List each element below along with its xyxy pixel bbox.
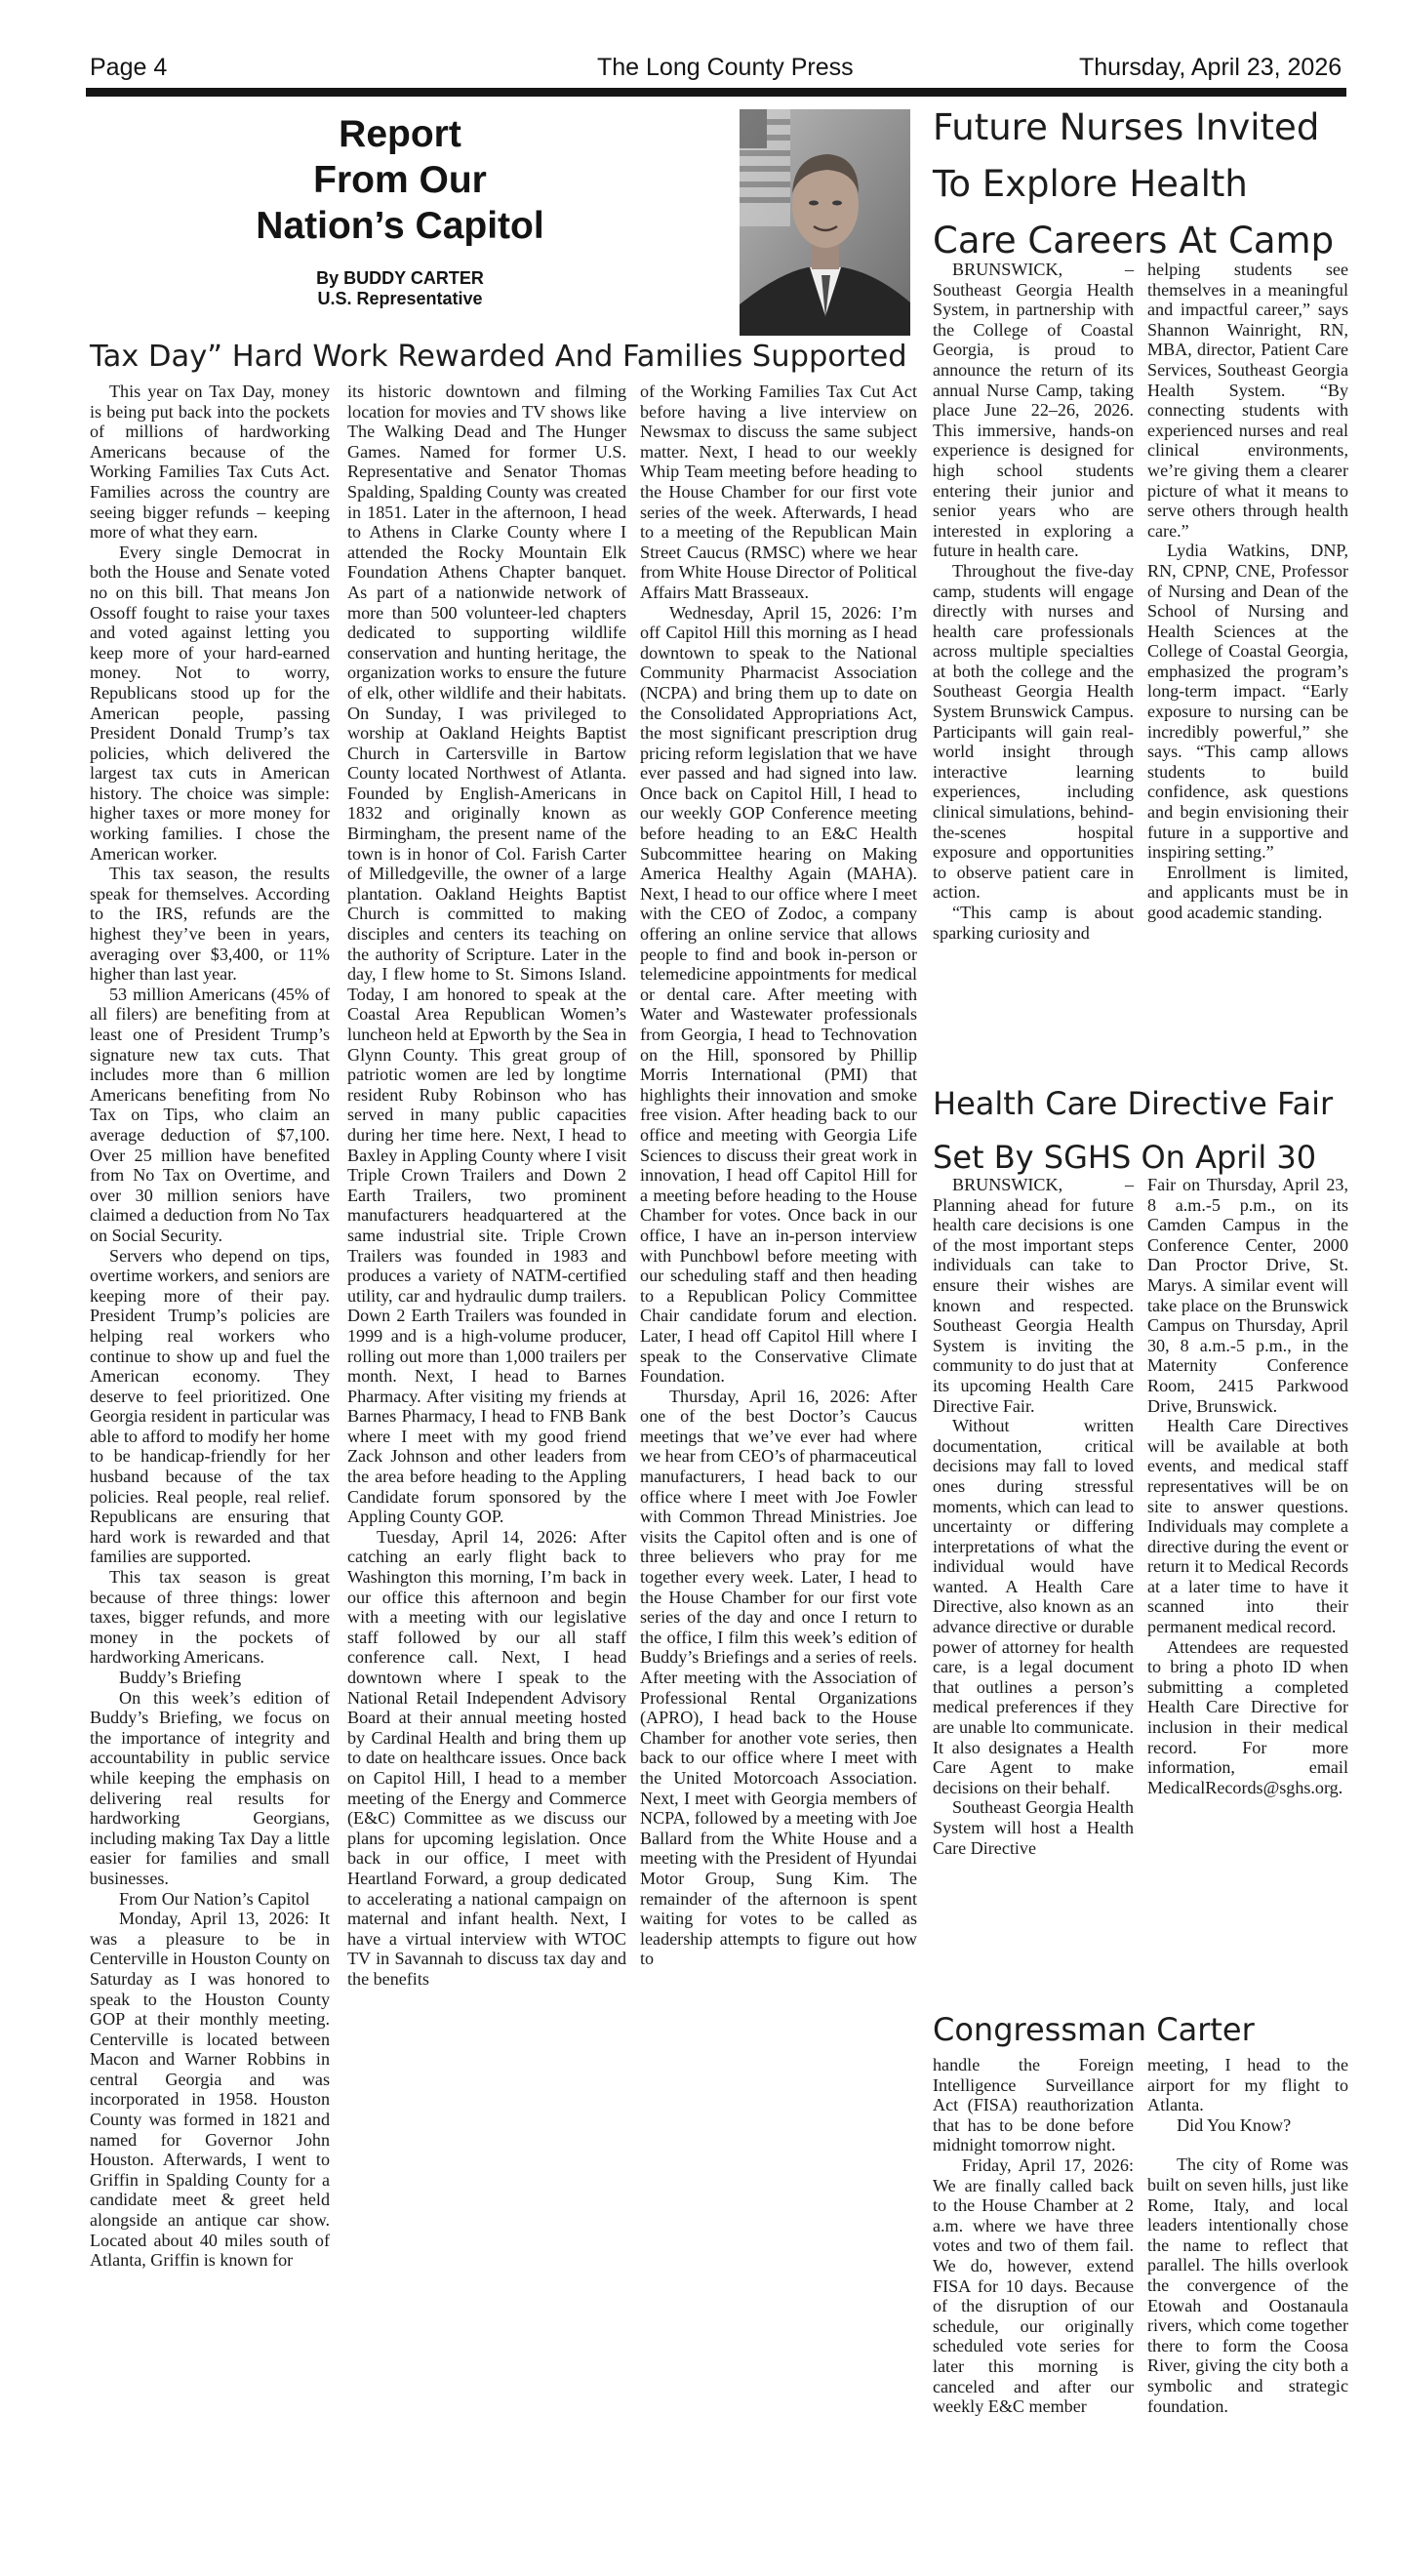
paragraph: Attendees are requested to bring a photo ID when submitting a completed Health Care Directive for inclusion in their medical record. For more information, email MedicalRecords@sghs.org. [1147, 1636, 1348, 1797]
report-title [205, 111, 595, 249]
paragraph: Thursday, April 16, 2026: After one of the best Doctor’s Caucus meetings that we’ve ever had where we hear from CEO’s of pharmaceutical manufacturers, I head back to our office where I meet with Joe Fowler with Common Thread Ministries. Joe visits the Capitol often and is one of three believers who pray for me together every week. Later, I head to the House Chamber for our first vote series of the day and once I return to the office, I film this week’s edition of Buddy’s Briefings and a series of reels. After meeting with the Association of Professional Rental Organizations (APRO), I head back to the House Chamber for another vote series, then back to our office where I meet with the United Motorcoach Association. Next, I meet with Georgia members of NCPA, followed by a meeting with Joe Ballard from the White House and a meeting with the President of Hyundai Motor Group, Sung Kim. The remainder of the afternoon is spent waiting for votes to be called as leadership attempts to figure out how to [640, 1386, 917, 1969]
report-headline: Tax Day” Hard Work Rewarded And Families Supported [90, 340, 907, 374]
paragraph: 53 million Americans (45% of all filers) are benefiting from at least one of President Trump’s signature new tax cuts. That includes more than 6 million Americans benefiting from No Tax on Tips, who claim an average deduction of $7,100. Over 25 million have benefited from No Tax on Overtime, and over 30 million seniors have claimed a deduction from No Tax on Social Security. [90, 984, 330, 1245]
headline-line: Set By SGHS On April 30 [933, 1139, 1317, 1176]
paragraph: of the Working Families Tax Cut Act before having a live interview on Newsmax to discuss the same subject matter. Next, I head to our weekly Whip Team meeting before heading to the House Chamber for our first vote series of the week. Afterwards, I head to a meeting of the Republican Main Street Caucus (RMSC) where we hear from White House Director of Political Affairs Matt Brasseaux. [640, 382, 917, 602]
paragraph: Lydia Watkins, DNP, RN, CPNP, CNE, Professor of Nursing and Dean of the School of Nursing and Health Sciences at the College of Coastal Georgia, emphasized the program’s long-term impact. “Early exposure to nursing can be incredibly powerful,” she says. “This camp allows students to build confidence, ask questions and begin envisioning their future in a supportive and inspiring setting.” [1147, 541, 1348, 863]
paragraph: its historic downtown and filming location for movies and TV shows like The Walking Dead and The Hunger Games. Named for former U.S. Representative and Senator Thomas Spalding, Spalding County was created in 1851. Later in the afternoon, I head to Athens in Clarke County where I attended the Rocky Mountain Elk Foundation Athens Chapter banquet. As part of a nationwide network of more than 500 volunteer-led chapters dedicated to supporting wildlife conservation and hunting heritage, the organization works to ensure the future of elk, other wildlife and their habitats. On Sunday, I was privileged to worship at Oakland Heights Baptist Church in Cartersville in Bartow County located Northwest of Atlanta. Founded by English-Americans in 1832 and originally known as Birmingham, the present name of the town is in honor of Col. Farish Carter of Milledgeville, the owner of a large plantation. Oakland Heights Baptist Church is committed to making disciples and centers its teaching on the authority of Scripture. Later in the day, I flew home to St. Simons Island. Today, I am honored to speak at the Coastal Area Republican Women’s luncheon held at Epworth by the Sea in Glynn County. This great group of patriotic women are led by longtime resident Ruby Robinson who has served in many public capacities during her time here. Next, I head to Baxley in Appling County where I visit Triple Crown Trailers and Down 2 Earth Trailers, two prominent manufacturers headquartered at the same industrial site. Triple Crown Trailers was founded in 1983 and produces a variety of NATM-certified utility, car and hydraulic dump trailers. Down 2 Earth Trailers was founded in 1999 and is a high-volume producer, rolling out more than 1,000 trailers per month. Next, I head to Barnes Pharmacy. After visiting my friends at Barnes Pharmacy, I head to FNB Bank where I meet with my good friend Zack Johnson and other leaders from the area before heading to the Appling Candidate forum sponsored by the Appling County GOP. [347, 382, 626, 1527]
report-title-line: Nation’s Capitol [256, 205, 544, 247]
report-column-1 [90, 382, 330, 2271]
headline-line: To Explore Health [933, 163, 1248, 205]
paragraph: handle the Foreign Intelligence Surveillance Act (FISA) reauthorization that has to be done before midnight tomorrow night. [933, 2055, 1134, 2155]
paragraph: Servers who depend on tips, overtime workers, and seniors are keeping more of their pay. President Trump’s policies are helping real workers who continue to show up and fuel the American economy. They deserve to feel prioritized. One Georgia resident in particular was able to afford to modify her home to be handicap-friendly for her husband because of the tax policies. Real people, real relief. Republicans are ensuring that hard work is rewarded and that families are supported. [90, 1245, 330, 1567]
paragraph: BRUNSWICK, – Planning ahead for future health care decisions is one of the most important steps individuals can take to ensure their wishes are known and respected. Southeast Georgia Health System is inviting the community to do just that at its upcoming Health Care Directive Fair. [933, 1175, 1134, 1416]
publication-name: The Long County Press [597, 54, 854, 81]
subhead-from-our-nations-capitol: From Our Nation’s Capitol [119, 1888, 310, 1909]
paragraph: Throughout the five-day camp, students will engage directly with nurses and health care professionals across multiple specialties at both the college and the Southeast Georgia Health System Brunswick Campus. Participants will gain real-world insight through interactive learning experiences, including clinical simulations, behind-the-scenes hospital exposure and opportunities to observe patient care in action. [933, 560, 1134, 903]
headline-line: Care Careers At Camp [933, 220, 1335, 262]
report-column-3 [640, 382, 917, 1969]
directive-headline [933, 1077, 1352, 1185]
carter-headline: Congressman Carter [933, 2011, 1255, 2048]
paragraph: Southeast Georgia Health System will host a Health Care Directive [933, 1797, 1134, 1858]
paragraph: Every single Democrat in both the House and Senate voted no on this bill. That means Jon Ossoff fought to raise your taxes and voted against letting you keep more of your hard-earned money. Not to worry, Republicans stood up for the American people, passing President Donald Trump’s tax policies, which delivered the largest tax cuts in American history. The choice was simple: higher taxes or more money for working families. I chose the American worker. [90, 542, 330, 864]
paragraph: On this week’s edition of Buddy’s Briefing, we focus on the importance of integrity and accountability in public service while keeping the emphasis on delivering real results for hardworking Georgians, including making Tax Day a little easier for families and small businesses. [90, 1687, 330, 1888]
paragraph: “This camp is about sparking curiosity and [933, 903, 1134, 943]
directive-column-a [933, 1175, 1134, 1858]
paragraph: This tax season, the results speak for themselves. According to the IRS, refunds are the highest they’ve been in years, averaging over $3,400, or 11% higher than last year. [90, 864, 330, 985]
paragraph: Health Care Directives will be available at both events, and medical staff representatives will be on site to answer questions. Individuals may complete a directive during the event or return it to Medical Records at a later time to have it scanned into their permanent medical record. [1147, 1416, 1348, 1637]
report-title-line: Report [339, 113, 461, 155]
header-rule [86, 88, 1346, 97]
paragraph: The city of Rome was built on seven hills, just like Rome, Italy, and local leaders intentionally chose the name to reflect that parallel. The hills overlook the convergence of the Etowah and Oostanaula rivers, which come together there to form the Coosa River, giving the city both a symbolic and strategic foundation. [1147, 2154, 1348, 2416]
byline-name: By BUDDY CARTER [316, 268, 484, 288]
paragraph: Without written documentation, critical decisions may fall to loved ones during stressful moments, which can lead to uncertainty or differing interpretations of what the individual would have wanted. A Health Care Directive, also known as an advance directive or durable power of attorney for health care, is a legal document that outlines a person’s medical preferences if they are unable lto communicate. It also designates a Health Care Agent to make decisions on their behalf. [933, 1416, 1134, 1797]
issue-date: Thursday, April 23, 2026 [1079, 54, 1342, 81]
paragraph: Tuesday, April 14, 2026: After catching an early flight back to Washington this morning, I’m back in our office this afternoon and begin with a meeting with our legislative staff followed by our all staff conference call. Next, I head downtown where I speak to the National Retail Independent Advisory Board at their annual meeting hosted by Cardinal Health and bring them up to date on healthcare issues. Once back on Capitol Hill, I head to a member meeting of the Energy and Commerce (E&C) Committee as we discuss our plans for upcoming legislation. Once back in our office, I meet with Heartland Forward, a group dedicated to accelerating a national campaign on maternal and infant health. Next, I have a virtual interview with WTOC TV in Savannah to discuss tax day and the benefits [347, 1526, 626, 1989]
nurses-headline [933, 100, 1352, 269]
carter-column-a [933, 2055, 1134, 2417]
paragraph: helping students see themselves in a meaningful and impactful career,” says Shannon Wainright, RN, MBA, director, Patient Care Services, Southeast Georgia Health System. “By connecting students with experienced nurses and real clinical environments, we’re giving them a clearer picture of what it means to serve others through health care.” [1147, 260, 1348, 541]
nurses-column-a [933, 260, 1134, 943]
paragraph: Friday, April 17, 2026: We are finally called back to the House Chamber at 2 a.m. where we have three votes and two of them fail. We do, however, extend FISA for 10 days. Because of the disruption of our schedule, our originally scheduled vote series for later this morning is canceled and after our weekly E&C member [933, 2154, 1134, 2417]
directive-column-b [1147, 1175, 1348, 1797]
headline-line: Health Care Directive Fair [933, 1085, 1334, 1122]
paragraph: Fair on Thursday, April 23, 8 a.m.-5 p.m., on its Camden Campus in the Conference Center, 2000 Dan Proctor Drive, St. Marys. A similar event will take place on the Brunswick Campus on Thursday, April 30, 8 a.m.-5 p.m., in the Maternity Conference Room, 2415 Parkwood Drive, Brunswick. [1147, 1175, 1348, 1416]
paragraph: Enrollment is limited, and applicants must be in good academic standing. [1147, 862, 1348, 922]
paragraph: This tax season is great because of three things: lower taxes, bigger refunds, and more money in the pockets of hardworking Americans. [90, 1567, 330, 1668]
paragraph: Wednesday, April 15, 2026: I’m off Capitol Hill this morning as I head downtown to speak to the National Community Pharmacist Association (NCPA) and bring them up to date on the Consolidated Appropriations Act, the most significant prescription drug pricing reform legislation that we have ever passed and had signed into law. Once back on Capitol Hill, I head to our weekly GOP Conference meeting before heading to an E&C Health Subcommittee hearing on Making America Healthy Again (MAHA). Next, I head to our office where I meet with the CEO of Zodoc, a company offering an online service that allows people to find and book in-person or telemedicine appointments for medical or dental care. After meeting with Water and Wastewater professionals from Georgia, I head to Technovation on the Hill, sponsored by Phillip Morris International (PMI) that highlights their innovation and smoke free vision. After heading back to our office and meeting with Georgia Life Sciences to discuss their great work in innovation, I head off Capitol Hill for a meeting before heading to the House Chamber for votes. Once back in our office, I have an in-person interview with Punchbowl before meeting with our scheduling staff and then heading to a Republican Policy Committee Chair candidate forum and election. Later, I head off Capitol Hill where I speak to the Conservative Climate Foundation. [640, 602, 917, 1387]
paragraph: BRUNSWICK, – Southeast Georgia Health System, in partnership with the College of Coastal Georgia, is proud to announce the return of its annual Nurse Camp, taking place June 22–26, 2026. This immersive, hands-on experience is designed for high school students entering their junior and senior years who are interested in exploring a future in health care. [933, 260, 1134, 561]
carter-column-b [1147, 2055, 1348, 2416]
report-byline [205, 268, 595, 309]
report-column-2 [347, 382, 626, 1990]
headline-line: Future Nurses Invited [933, 106, 1320, 148]
paragraph: Monday, April 13, 2026: It was a pleasure to be in Centerville in Houston County on Saturday as I was honored to speak to the Houston County GOP at their monthly meeting. Centerville is located between Macon and Warner Robbins in central Georgia and was incorporated in 1958. Houston County was formed in 1821 and named for Governor John Houston. Afterwards, I went to Griffin in Spalding County for a candidate meet & greet held alongside an antique car show. Located about 40 miles south of Atlanta, Griffin is known for [90, 1909, 330, 2271]
byline-role: U.S. Representative [317, 289, 483, 308]
portrait-photo-icon [740, 109, 910, 336]
nurses-column-b [1147, 260, 1348, 923]
paragraph: meeting, I head to the airport for my flight to Atlanta. [1147, 2055, 1348, 2115]
page-number: Page 4 [90, 54, 168, 81]
paragraph: This year on Tax Day, money is being put back into the pockets of millions of hardworking Americans because of the Working Families Tax Cuts Act. Families across the country are seeing bigger refunds – keeping more of what they earn. [90, 382, 330, 543]
subhead-buddys-briefing: Buddy’s Briefing [119, 1668, 242, 1687]
report-title-line: From Our [313, 159, 487, 201]
subhead-did-you-know: Did You Know? [1177, 2114, 1292, 2135]
